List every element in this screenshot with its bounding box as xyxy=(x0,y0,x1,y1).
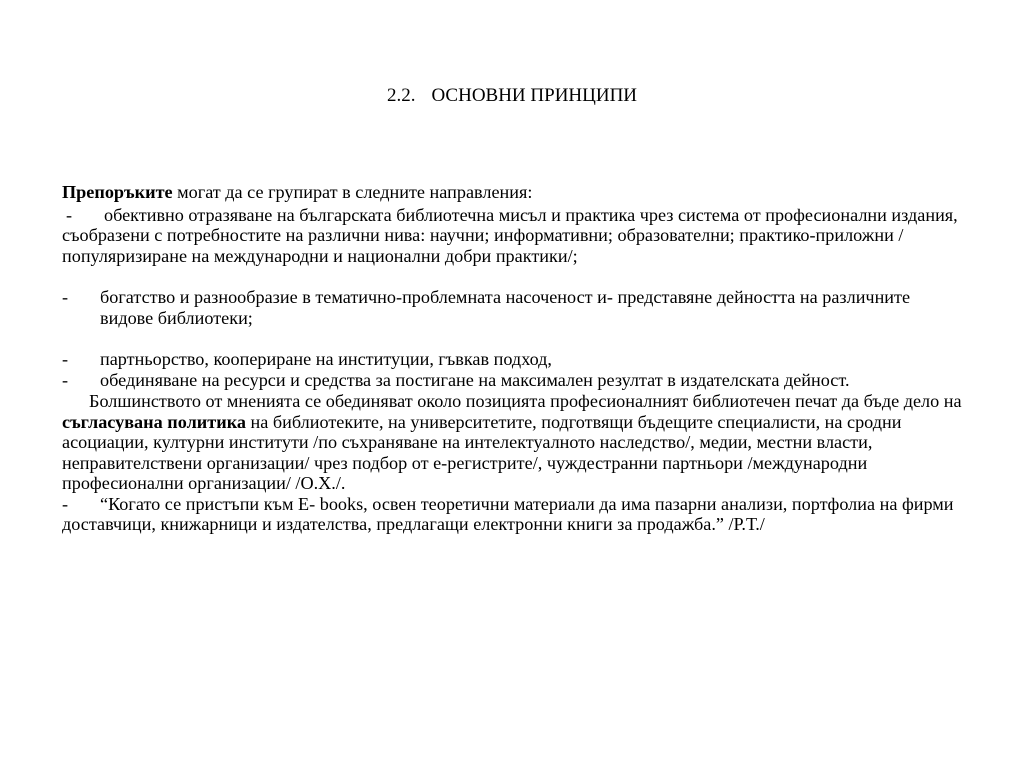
bullet-dash: - xyxy=(66,204,73,225)
intro-bold-term: Препоръките xyxy=(62,182,173,202)
list-item-1-text: обективно отразяване на българската библиотечна мисъл и практика чрез система от професионални издания, съобразени с потребностите на различни нива: научни; информативни; образователни; практико-приложни /популяризиране на международни и национални добри практики/; xyxy=(62,204,958,266)
intro-paragraph xyxy=(62,182,962,203)
bullet-dash: - xyxy=(62,287,69,307)
majority-text-before: Болшинството от мненията се обединяват около позицията професионалният библиотечен печат да бъде дело на xyxy=(89,391,962,411)
bullet-dash: - xyxy=(62,369,69,390)
section-number: 2.2. xyxy=(386,85,416,106)
intro-rest: могат да се групират в следните направления: xyxy=(172,182,533,202)
list-item-3 xyxy=(62,349,962,370)
bullet-dash: - xyxy=(62,349,69,369)
majority-bold-term: съгласувана политика xyxy=(62,411,246,432)
bullet-dash: - xyxy=(62,493,69,514)
list-item-2-text: богатство и разнообразие в тематично-проблемната насоченост и- представяне дейността на различните видове библиотеки; xyxy=(100,287,911,328)
list-item-4 xyxy=(62,370,962,391)
list-item-4-text: обединяване на ресурси и средства за постигане на максимален резултат в издателската дейност. xyxy=(100,369,850,390)
list-item-3-text: партньорство, коопериране на институции, гъвкав подход, xyxy=(100,349,552,369)
majority-text-after: на библиотеките, на университетите, подготвящи бъдещите специалисти, на сродни асоциации, културни институти /по съхраняване на интелектуалното наследство/, медии, местни власти, неправителствени организации/ чрез подбор от е-регистрите/, чуждестранни партньори /международни професионални организации/ /О.Х./. xyxy=(62,411,902,493)
list-item-2 xyxy=(62,287,962,328)
slide-title xyxy=(0,84,1024,108)
section-title: ОСНОВНИ ПРИНЦИПИ xyxy=(431,85,638,106)
list-item-1 xyxy=(62,205,962,267)
majority-paragraph xyxy=(62,391,962,494)
quote-item xyxy=(62,494,962,535)
slide-body xyxy=(62,182,962,535)
quote-text: “Когато се пристъпи към Е- books, освен теоретични материали да има пазарни анализи, портфолиа на фирми доставчици, книжарници и издателства, предлагащи електронни книги за продажба.” /Р.Т./ xyxy=(62,493,954,534)
